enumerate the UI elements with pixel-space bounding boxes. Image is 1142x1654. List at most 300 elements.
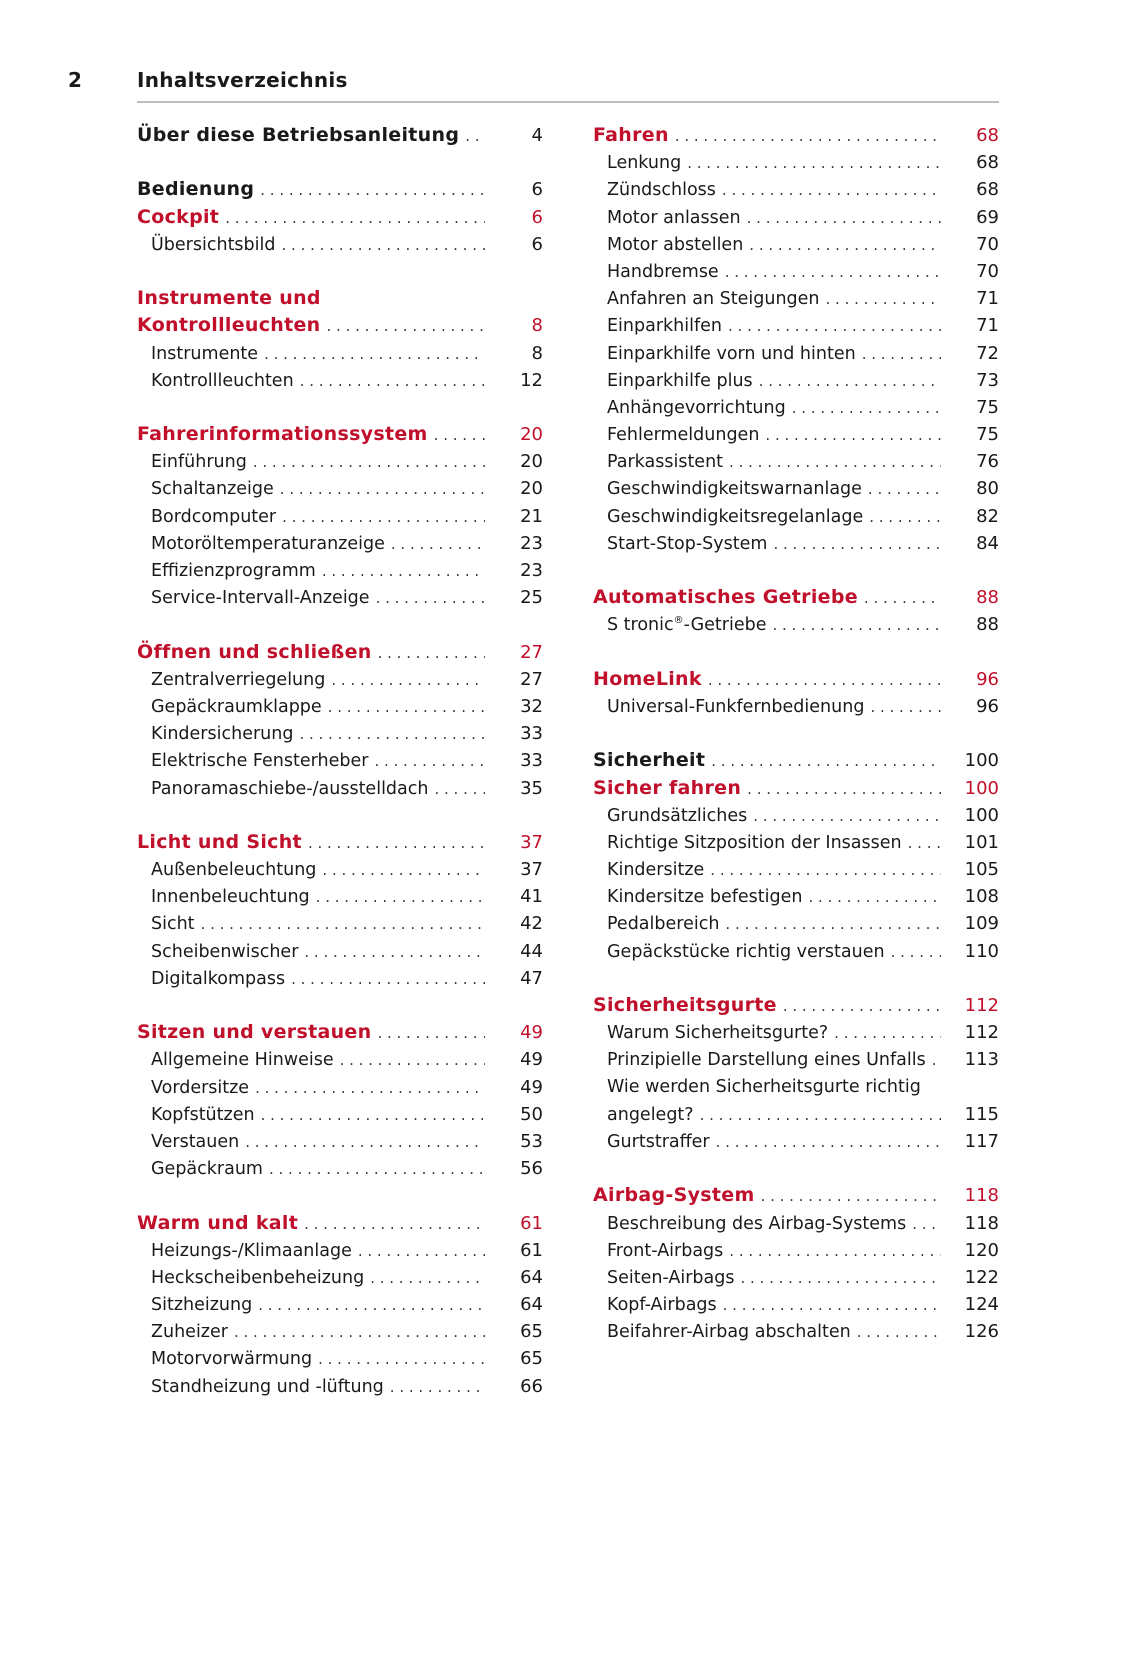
toc-entry-title — [137, 776, 428, 803]
entry-label: Sitzen und verstauen — [137, 1021, 372, 1044]
page-ref: 100 — [964, 804, 999, 826]
toc-entry-item[interactable] — [593, 204, 999, 231]
page-ref: 42 — [520, 913, 543, 935]
page-ref: 68 — [976, 152, 999, 174]
entry-label: Cockpit — [137, 205, 220, 228]
toc-entry-item[interactable] — [593, 421, 999, 448]
dot-leader — [316, 884, 485, 911]
page-ref: 117 — [964, 1130, 999, 1152]
page-ref: 88 — [976, 614, 999, 636]
toc-entry-item[interactable] — [137, 938, 543, 965]
toc-entry-title — [137, 1374, 384, 1401]
toc-entry-item[interactable] — [137, 693, 543, 720]
dot-leader — [331, 667, 485, 694]
page-ref: 82 — [976, 505, 999, 527]
page-ref: 70 — [976, 260, 999, 282]
toc-entry-title — [593, 694, 864, 721]
toc-entry-section[interactable] — [593, 584, 999, 611]
toc-entry-item[interactable] — [137, 775, 543, 802]
page-ref: 80 — [976, 478, 999, 500]
toc-entry-item[interactable] — [593, 1264, 999, 1291]
toc-entry-item[interactable] — [137, 367, 543, 394]
toc-entry-section[interactable] — [137, 1210, 543, 1237]
toc-entry-item[interactable] — [593, 530, 999, 557]
dot-leader — [378, 640, 485, 667]
toc-entry-item[interactable] — [593, 340, 999, 367]
page-ref: 6 — [531, 179, 543, 201]
toc-entry-item[interactable] — [137, 340, 543, 367]
toc-entry-section[interactable] — [593, 775, 999, 802]
page-ref: 20 — [520, 424, 543, 446]
page-ref: 96 — [976, 695, 999, 717]
toc-entry-title — [137, 176, 254, 203]
page-ref: 50 — [520, 1103, 543, 1125]
toc-entry-item[interactable] — [593, 367, 999, 394]
entry-label: Start-Stop-System — [607, 533, 768, 554]
toc-entry-item[interactable] — [593, 883, 999, 910]
entry-label: Schaltanzeige — [151, 479, 274, 500]
page-ref: 47 — [520, 967, 543, 989]
toc-entry-title — [593, 395, 786, 422]
page-ref: 113 — [964, 1049, 999, 1071]
page-number: 2 — [68, 68, 82, 92]
entry-label: Über diese Betriebsanleitung — [137, 124, 460, 146]
page-ref: 27 — [520, 668, 543, 690]
toc-entry-item[interactable] — [137, 1074, 543, 1101]
toc-entry-item[interactable] — [593, 231, 999, 258]
toc-entry-item[interactable] — [137, 910, 543, 937]
entry-label: Richtige Sitzposition der Insassen — [607, 832, 902, 853]
toc-entry-item[interactable] — [593, 448, 999, 475]
entry-label: Sicherheit — [593, 749, 706, 772]
toc-entry-item[interactable] — [137, 1046, 543, 1073]
page-ref: 49 — [520, 1076, 543, 1098]
entry-label: Motor abstellen — [607, 234, 744, 255]
entry-label: Heckscheibenbeheizung — [151, 1267, 365, 1288]
toc-entry-item[interactable] — [593, 938, 999, 965]
toc-entry-title — [137, 694, 322, 721]
toc-entry-title — [593, 775, 741, 802]
entry-label: Motor anlassen — [607, 207, 741, 228]
page-ref: 41 — [520, 886, 543, 908]
entry-label: Gepäckraumklappe — [151, 696, 322, 717]
registered-mark: ® — [673, 615, 684, 627]
dot-leader — [753, 803, 941, 830]
entry-label: Zuheizer — [151, 1322, 228, 1343]
toc-entry-item[interactable] — [137, 1345, 543, 1372]
toc-entry-title — [593, 666, 702, 693]
toc-entry-title — [137, 748, 368, 775]
page-ref: 66 — [520, 1375, 543, 1397]
toc-entry-item[interactable] — [137, 1101, 543, 1128]
toc-entry-item[interactable] — [137, 883, 543, 910]
header-divider — [137, 101, 999, 103]
toc-entry-item[interactable] — [137, 1291, 543, 1318]
entry-label: Seiten-Airbags — [607, 1267, 735, 1288]
toc-entry-title — [593, 368, 753, 395]
toc-entry-item[interactable] — [137, 666, 543, 693]
toc-entry-item[interactable] — [593, 149, 999, 176]
dot-leader — [834, 1020, 941, 1047]
page-ref: 33 — [520, 723, 543, 745]
toc-entry-title — [593, 313, 722, 340]
toc-entry-item[interactable] — [137, 475, 543, 502]
toc-entry-title — [137, 1238, 352, 1265]
page-ref: 96 — [976, 668, 999, 690]
page-ref: 32 — [520, 695, 543, 717]
toc-entry-title — [137, 312, 321, 339]
toc-entry-item[interactable] — [137, 1373, 543, 1400]
toc-entry-title — [593, 1182, 755, 1209]
entry-label: Lenkung — [607, 153, 682, 174]
entry-label: Instrumente — [151, 343, 259, 364]
entry-label: Bordcomputer — [151, 506, 277, 527]
toc-entry-item[interactable] — [137, 503, 543, 530]
toc-entry-item[interactable] — [137, 584, 543, 611]
dot-leader — [370, 1265, 485, 1292]
dot-leader — [322, 857, 485, 884]
toc-entry-title — [593, 1292, 717, 1319]
dot-leader — [269, 1156, 485, 1183]
toc-entry-item[interactable] — [593, 1074, 999, 1101]
page-ref: 12 — [520, 369, 543, 391]
toc-entry-title — [137, 667, 325, 694]
toc-entry-title — [137, 1346, 312, 1373]
toc-entry-item[interactable] — [593, 1237, 999, 1264]
page-ref: 109 — [964, 913, 999, 935]
toc-entry-title — [593, 992, 777, 1019]
dot-leader — [808, 884, 941, 911]
entry-label: Motorvorwärmung — [151, 1349, 313, 1370]
toc-entry-item[interactable] — [593, 910, 999, 937]
page-ref: 118 — [964, 1185, 999, 1207]
dot-leader — [862, 341, 941, 368]
entry-label: Einparkhilfe plus — [607, 370, 753, 391]
toc-entry-section[interactable] — [137, 639, 543, 666]
toc-entry-title — [593, 1129, 710, 1156]
toc-entry-title — [137, 531, 385, 558]
entry-label: Kontrollleuchten — [137, 314, 321, 337]
toc-entry-title — [137, 504, 276, 531]
page-ref: 84 — [976, 532, 999, 554]
page-ref: 25 — [520, 587, 543, 609]
page-ref: 20 — [520, 451, 543, 473]
dot-leader — [783, 993, 941, 1020]
toc-entry-title — [593, 857, 704, 884]
dot-leader — [374, 748, 485, 775]
dot-leader — [729, 449, 941, 476]
toc-entry-item[interactable] — [137, 1264, 543, 1291]
toc-entry-title — [593, 259, 719, 286]
toc-entry-title — [593, 1102, 694, 1129]
toc-entry-section[interactable] — [593, 122, 999, 149]
toc-entry-chapter[interactable] — [137, 122, 543, 149]
entry-label: Grundsätzliches — [607, 805, 748, 826]
toc-entry-title — [137, 585, 370, 612]
toc-entry-item[interactable] — [593, 285, 999, 312]
toc-entry-title — [137, 1102, 255, 1129]
entry-label: Kopfstützen — [151, 1104, 255, 1125]
toc-entry-title — [593, 1319, 851, 1346]
page-ref: 8 — [531, 315, 543, 337]
toc-entry-title — [593, 747, 705, 774]
toc-entry-item[interactable] — [137, 1155, 543, 1182]
dot-leader — [391, 531, 485, 558]
toc-entry-item[interactable] — [137, 747, 543, 774]
toc-entry-section[interactable] — [593, 992, 999, 1019]
toc-entry-section[interactable] — [137, 421, 543, 448]
toc-entry-item[interactable] — [593, 258, 999, 285]
toc-entry-item[interactable] — [593, 856, 999, 883]
entry-label: Instrumente und — [137, 287, 321, 310]
entry-label: Licht und Sicht — [137, 830, 302, 853]
toc-entry-item[interactable] — [137, 448, 543, 475]
page-ref: 115 — [964, 1103, 999, 1125]
page-ref: 44 — [520, 940, 543, 962]
toc-entry-title — [137, 476, 274, 503]
toc-entry-chapter[interactable] — [593, 747, 999, 774]
toc-entry-title — [593, 449, 723, 476]
toc-entry-item[interactable] — [137, 1318, 543, 1345]
toc-entry-section[interactable] — [137, 204, 543, 231]
toc-entry-title — [593, 803, 747, 830]
toc-entry-section[interactable] — [137, 829, 543, 856]
toc-entry-section[interactable] — [137, 1019, 543, 1046]
page-ref: 72 — [976, 342, 999, 364]
entry-label-suffix: -Getriebe — [683, 615, 767, 636]
page-ref: 73 — [976, 369, 999, 391]
toc-entry-chapter[interactable] — [137, 176, 543, 203]
entry-label: Beschreibung des Airbag-Systems — [607, 1213, 907, 1234]
dot-leader — [282, 504, 485, 531]
page-ref: 110 — [964, 940, 999, 962]
dot-leader — [708, 667, 941, 694]
entry-label: Wie werden Sicherheitsgurte richtig — [607, 1076, 921, 1097]
toc-entry-item[interactable] — [593, 394, 999, 421]
entry-label: Gepäckstücke richtig verstauen — [607, 941, 885, 962]
entry-label: Elektrische Fensterheber — [151, 751, 369, 772]
toc-entry-item[interactable] — [593, 503, 999, 530]
toc-entry-title — [137, 857, 316, 884]
toc-entry-title — [137, 639, 372, 666]
page-ref: 120 — [964, 1239, 999, 1261]
entry-label: HomeLink — [593, 667, 702, 690]
toc-entry-title — [593, 1020, 828, 1047]
entry-label: Parkassistent — [607, 452, 724, 473]
dot-leader — [869, 504, 941, 531]
entry-label: Innenbeleuchtung — [151, 887, 310, 908]
toc-entry-item[interactable] — [137, 856, 543, 883]
toc-entry-item[interactable] — [593, 802, 999, 829]
toc-entry-section[interactable] — [137, 312, 543, 339]
dot-leader — [772, 612, 941, 639]
toc-entry-item[interactable] — [137, 1128, 543, 1155]
toc-entry-title — [137, 911, 195, 938]
toc-entry-title — [593, 422, 759, 449]
toc-entry-section[interactable] — [593, 1182, 999, 1209]
page-ref: 71 — [976, 315, 999, 337]
dot-leader — [318, 1346, 485, 1373]
toc-entry-item[interactable] — [593, 611, 999, 638]
entry-label: Beifahrer-Airbag abschalten — [607, 1322, 851, 1343]
toc-entry-title — [137, 232, 276, 259]
entry-label: Sicher fahren — [593, 776, 742, 799]
toc-entry-title — [137, 1319, 228, 1346]
dot-leader — [322, 558, 485, 585]
toc-entry-item[interactable] — [137, 1237, 543, 1264]
toc-entry-title — [593, 612, 766, 639]
page-ref: 49 — [520, 1022, 543, 1044]
toc-entry-item[interactable] — [137, 965, 543, 992]
toc-entry-item[interactable] — [593, 1101, 999, 1128]
page-ref: 68 — [976, 125, 999, 146]
entry-label: S tronic — [607, 615, 674, 636]
dot-leader — [687, 150, 941, 177]
toc-entry-item[interactable] — [137, 720, 543, 747]
page-ref: 75 — [976, 424, 999, 446]
toc-entry-item[interactable] — [593, 1046, 999, 1073]
entry-label: Zentralverriegelung — [151, 669, 326, 690]
dot-leader — [245, 1129, 485, 1156]
toc-entry-item[interactable] — [593, 475, 999, 502]
dot-leader — [864, 585, 941, 612]
dot-leader — [390, 1374, 485, 1401]
page-ref: 37 — [520, 831, 543, 853]
toc-entry-section[interactable] — [137, 285, 543, 312]
dot-leader — [201, 911, 485, 938]
entry-label: Airbag-System — [593, 1184, 755, 1207]
toc-entry-item[interactable] — [593, 693, 999, 720]
dot-leader — [465, 123, 485, 150]
entry-label: Einparkhilfen — [607, 316, 723, 337]
entry-label: Anfahren an Steigungen — [607, 289, 820, 310]
page-ref: 100 — [964, 750, 999, 772]
entry-label: Sicht — [151, 914, 195, 935]
dot-leader — [255, 1075, 485, 1102]
dot-leader — [328, 694, 485, 721]
toc-entry-title — [137, 1210, 298, 1237]
dot-leader — [932, 1047, 941, 1074]
entry-label: Außenbeleuchtung — [151, 860, 317, 881]
page-ref: 124 — [964, 1294, 999, 1316]
dot-leader — [340, 1047, 485, 1074]
dot-leader — [253, 449, 485, 476]
dot-leader — [722, 177, 941, 204]
toc-entry-title — [593, 504, 863, 531]
dot-leader — [300, 368, 485, 395]
entry-label: Kindersitze — [607, 860, 705, 881]
toc-entry-title — [593, 911, 719, 938]
toc-entry-title — [137, 341, 258, 368]
dot-leader — [857, 1319, 941, 1346]
toc-entry-title — [137, 884, 310, 911]
dot-leader — [711, 748, 941, 775]
page-ref: 53 — [520, 1130, 543, 1152]
dot-leader — [759, 368, 941, 395]
dot-leader — [826, 286, 941, 313]
toc-entry-title — [137, 1047, 334, 1074]
page-ref: 71 — [976, 288, 999, 310]
toc-entry-item[interactable] — [593, 1318, 999, 1345]
page-ref: 6 — [531, 233, 543, 255]
dot-leader — [792, 395, 941, 422]
toc-entry-title — [593, 1211, 906, 1238]
toc-entry-title — [593, 939, 885, 966]
entry-label: Kontrollleuchten — [151, 370, 294, 391]
toc-entry-item[interactable] — [593, 176, 999, 203]
dot-leader — [710, 857, 941, 884]
dot-leader — [358, 1238, 485, 1265]
entry-label: Standheizung und -lüftung — [151, 1376, 384, 1397]
dot-leader — [723, 1292, 941, 1319]
toc-entry-title — [137, 122, 459, 149]
entry-label: Gurtstraffer — [607, 1131, 710, 1152]
page-ref: 126 — [964, 1321, 999, 1343]
page-ref: 4 — [531, 125, 543, 146]
dot-leader — [675, 123, 941, 150]
entry-label: Anhängevorrichtung — [607, 397, 786, 418]
toc-entry-title — [593, 1047, 926, 1074]
entry-label: Vordersitze — [151, 1077, 250, 1098]
dot-leader — [908, 830, 941, 857]
toc-entry-item[interactable] — [593, 312, 999, 339]
entry-label: Sicherheitsgurte — [593, 994, 777, 1016]
toc-entry-title — [137, 1265, 364, 1292]
entry-label: Zündschloss — [607, 180, 716, 201]
toc-column-left — [137, 122, 543, 1400]
dot-leader — [747, 205, 941, 232]
dot-leader — [280, 476, 485, 503]
page-ref: 65 — [520, 1321, 543, 1343]
page-ref: 108 — [964, 886, 999, 908]
toc-entry-item[interactable] — [137, 231, 543, 258]
page-ref: 122 — [964, 1266, 999, 1288]
toc-entry-item[interactable] — [593, 1128, 999, 1155]
dot-leader — [773, 531, 941, 558]
toc-entry-item[interactable] — [593, 1291, 999, 1318]
toc-entry-title — [593, 584, 858, 611]
toc-entry-item[interactable] — [593, 1210, 999, 1237]
page-ref: 27 — [520, 641, 543, 663]
dot-leader — [747, 776, 941, 803]
entry-label: Öffnen und schließen — [137, 640, 372, 663]
dot-leader — [761, 1183, 941, 1210]
dot-leader — [264, 341, 485, 368]
toc-entry-section[interactable] — [593, 666, 999, 693]
dot-leader — [261, 1102, 485, 1129]
page-ref: 20 — [520, 478, 543, 500]
toc-entry-title — [593, 341, 856, 368]
entry-label: Fehlermeldungen — [607, 425, 760, 446]
dot-leader — [258, 1292, 485, 1319]
toc-entry-item[interactable] — [137, 557, 543, 584]
entry-label: Sitzheizung — [151, 1295, 253, 1316]
toc-entry-item[interactable] — [593, 829, 999, 856]
page-ref: 61 — [520, 1239, 543, 1261]
toc-entry-title — [137, 1156, 263, 1183]
toc-entry-title — [137, 721, 293, 748]
toc-entry-title — [137, 1292, 252, 1319]
entry-label: Service-Intervall-Anzeige — [151, 588, 370, 609]
dot-leader — [434, 422, 485, 449]
dot-leader — [891, 939, 941, 966]
toc-entry-item[interactable] — [593, 1019, 999, 1046]
toc-entry-title — [593, 884, 802, 911]
dot-leader — [225, 205, 485, 232]
entry-label: Übersichtsbild — [151, 234, 276, 255]
entry-label: Digitalkompass — [151, 968, 286, 989]
toc-entry-item[interactable] — [137, 530, 543, 557]
